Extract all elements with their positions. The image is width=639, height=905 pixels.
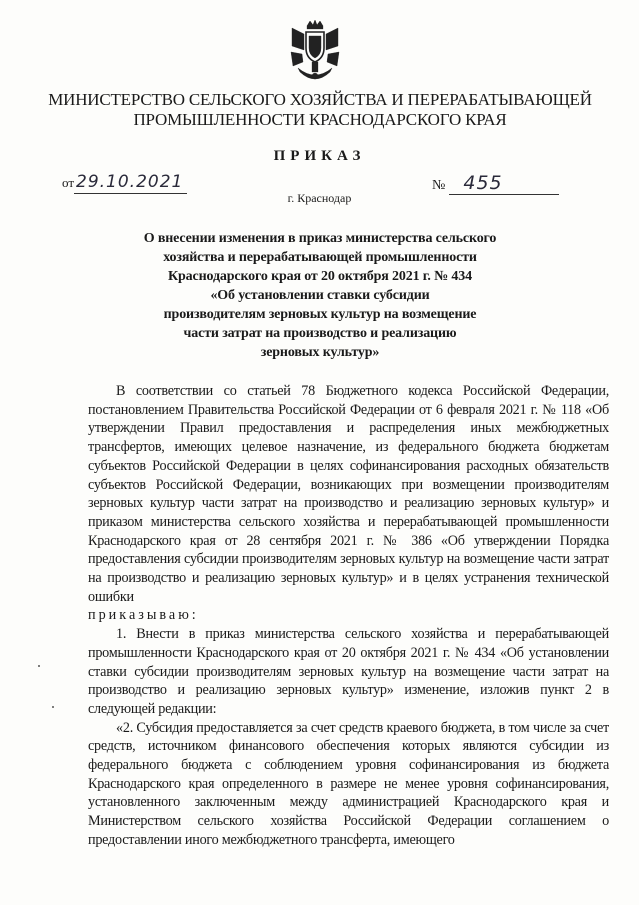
subject-line: хозяйства и перерабатывающей промышленности [163, 250, 477, 265]
order-subject [140, 229, 500, 362]
subject-line: зерновых культур» [260, 345, 380, 360]
subject-line: части затрат на производство и реализацию [183, 326, 457, 341]
subject-line: производителям зерновых культур на возмещение [163, 307, 477, 322]
subject-line: О внесении изменения в приказ министерства сельского [143, 231, 497, 246]
ministry-name-line-2: ПРОМЫШЛЕННОСТИ КРАСНОДАРСКОГО КРАЯ [133, 110, 507, 129]
ministry-name [40, 90, 600, 130]
number-prefix: № [432, 178, 446, 193]
preamble-paragraph: В соответствии со статьей 78 Бюджетного кодекса Российской Федерации, постановлением Правительства Российской Федерации от 6 февраля 2021 г. № 118 «Об утверждении Правил предоставления и распределения иных межбюджетных трансфертов, имеющих целевое назначение, из федерального бюджета бюджетам субъектов Российской Федерации в целях софинансирования расходных обязательств субъектов Российской Федерации, возникающих при возмещении производителям зерновых культур части затрат на производство и реализацию зерновых культур» и приказом министерства сельского хозяйства и перерабатывающей промышленности Краснодарского края от 28 сентября 2021 г. № 386 «Об утверждении Порядка предоставления субсидии производителям зерновых культур на возмещение части затрат на производство и реализацию зерновых культур» и в целях устранения технической ошибки [88, 383, 609, 605]
city: г. Краснодар [287, 191, 352, 205]
order-title: ПРИКАЗ [273, 148, 366, 164]
ministry-name-line-1: МИНИСТЕРСТВО СЕЛЬСКОГО ХОЗЯЙСТВА И ПЕРЕРАБАТЫВАЮЩЕЙ [48, 90, 592, 109]
decree-word: приказываю: [88, 607, 199, 624]
krasnodar-coat-of-arms-icon [290, 20, 340, 86]
order-body [88, 382, 609, 850]
item-1-paragraph: 1. Внести в приказ министерства сельского хозяйства и перерабатывающей промышленности Краснодарского края от 20 октября 2021 г. № 434 «Об установлении ставки субсидии производителям зерновых культур на возмещение части затрат на производство и реализацию зерновых культур» изменение, изложив пункт 2 в следующей редакции: [88, 626, 609, 717]
scan-speck [52, 706, 54, 708]
date-handwritten: 29.10.2021 [74, 172, 187, 194]
subject-line: Краснодарского края от 20 октября 2021 г. № 434 [168, 269, 472, 284]
number-handwritten: 455 [449, 172, 559, 195]
item-2-paragraph: «2. Субсидия предоставляется за счет средств краевого бюджета, в том числе за счет средств, источником финансового обеспечения которых являются субсидии из федерального бюджета с соблюдением уровня софинансирования из бюджета Краснодарского края определенного в размере не менее уровня софинансирования, установленного заключенным между администрацией Краснодарского края и Министерством сельского хозяйства Российской Федерации соглашением о предоставлении иного межбюджетного трансферта, имеющего [88, 719, 609, 848]
subject-line: «Об установлении ставки субсидии [210, 288, 430, 303]
scan-speck [38, 665, 40, 667]
date-prefix: от [62, 175, 75, 190]
